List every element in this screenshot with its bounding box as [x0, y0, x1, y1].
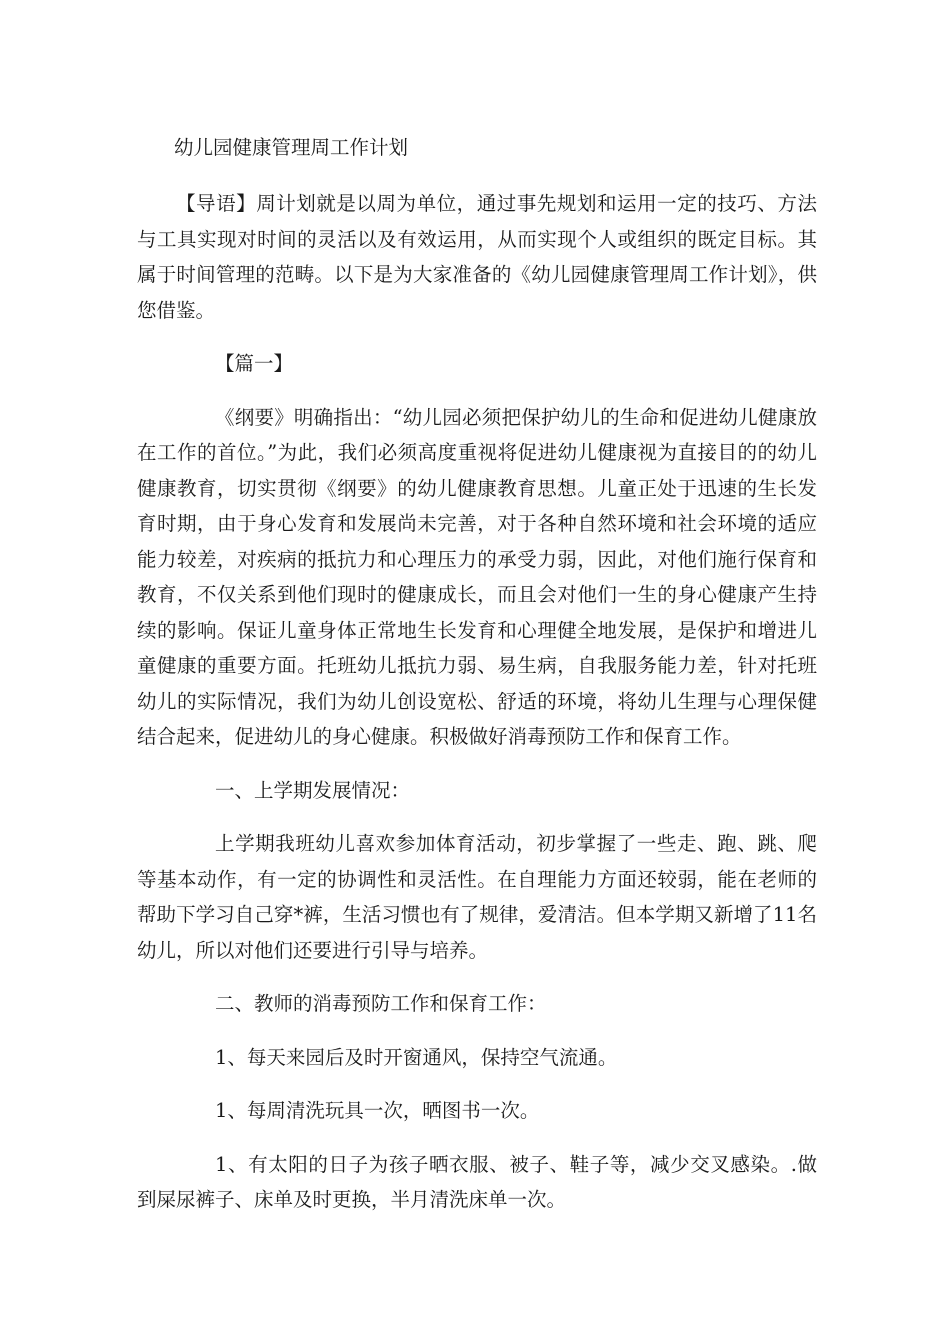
body-paragraph-1: 《纲要》明确指出：“幼儿园必须把保护幼儿的生命和促进幼儿健康放在工作的首位。”为此，我们必须高度重视将促进幼儿健康视为直接目的的幼儿健康教育，切实贯彻《纲要》的幼儿健康教育思想。儿童正处于迅速的生长发育时期，由于身心发育和发展尚未完善，对于各种自然环境和社会环境的适应能力较差，对疾病的抵抗力和心理压力的承受力弱，因此，对他们施行保育和教育，不仅关系到他们现时的健康成长，而且会对他们一生的身心健康产生持续的影响。保证儿童身体正常地生长发育和心理健全地发展，是保护和增进儿童健康的重要方面。托班幼儿抵抗力弱、易生病，自我服务能力差，针对托班幼儿的实际情况，我们为幼儿创设宽松、舒适的环境，将幼儿生理与心理保健结合起来，促进幼儿的身心健康。积极做好消毒预防工作和保育工作。 — [137, 405, 817, 748]
intro-paragraph: 【导语】周计划就是以周为单位，通过事先规划和运用一定的技巧、方法与工具实现对时间的灵活以及有效运用，从而实现个人或组织的既定目标。其属于时间管理的范畴。以下是为大家准备的《幼儿园健康管理周工作计划》，供您借鉴。 — [137, 192, 817, 322]
section-heading-2: 二、教师的消毒预防工作和保育工作： — [215, 992, 547, 1015]
section-label: 【篇一】 — [215, 352, 294, 375]
document-body — [137, 130, 817, 1218]
section-heading-1: 一、上学期发展情况： — [215, 778, 411, 802]
document-title: 幼儿园健康管理周工作计划 — [174, 136, 409, 159]
body-paragraph-2: 上学期我班幼儿喜欢参加体育活动，初步掌握了一些走、跑、跳、爬等基本动作，有一定的协调性和灵活性。在自理能力方面还较弱，能在老师的帮助下学习自己穿*裤，生活习惯也有了规律，爱清洁。但本学期又新增了11名幼儿，所以对他们还要进行引导与培养。 — [137, 832, 817, 962]
list-item-1: 1、每天来园后及时开窗通风，保持空气流通。 — [215, 1045, 618, 1069]
list-item-2: 1、每周清洗玩具一次，晒图书一次。 — [215, 1099, 540, 1122]
list-item-3: 1、有太阳的日子为孩子晒衣服、被子、鞋子等，减少交叉感染。.做到屎尿裤子、床单及时更换，半月清洗床单一次。 — [137, 1152, 817, 1211]
